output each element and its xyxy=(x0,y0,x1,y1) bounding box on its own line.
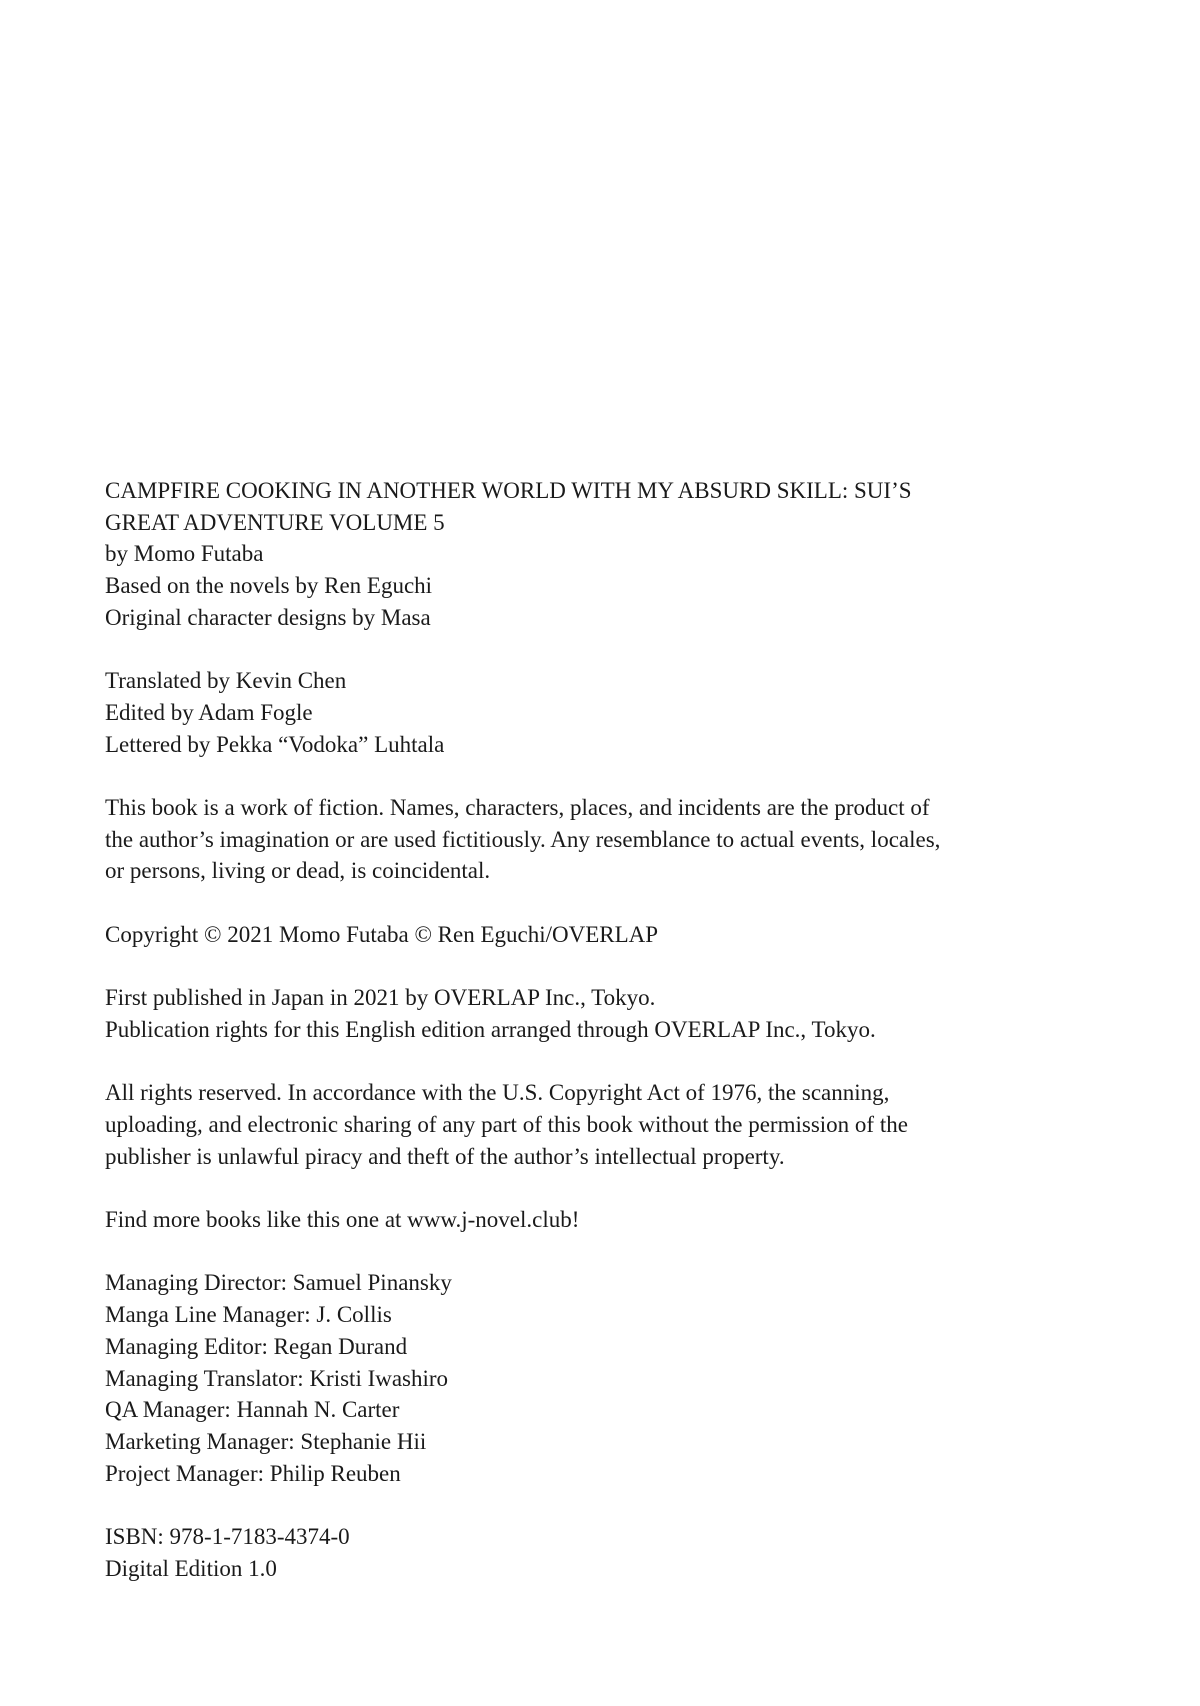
staff-credits xyxy=(105,1267,1120,1489)
text-line: Find more books like this one at www.j-novel.club! xyxy=(105,1207,580,1233)
text-line: by Momo Futaba xyxy=(105,541,264,567)
text-line: CAMPFIRE COOKING IN ANOTHER WORLD WITH MY ABSURD SKILL: SUI’S xyxy=(105,478,912,503)
text-line: uploading, and electronic sharing of any part of this book without the permission of the xyxy=(105,1111,908,1137)
text-line: Project Manager: Philip Reuben xyxy=(105,1460,401,1486)
find-more-books xyxy=(105,1204,1120,1236)
text-line: This book is a work of fiction. Names, characters, places, and incidents are the product of xyxy=(105,795,930,820)
text-line: QA Manager: Hannah N. Carter xyxy=(105,1397,400,1423)
text-line: Publication rights for this English edition arranged through OVERLAP Inc., Tokyo. xyxy=(105,1016,876,1042)
publication-info xyxy=(105,982,1120,1045)
text-line: publisher is unlawful piracy and theft of the author’s intellectual property. xyxy=(105,1143,785,1169)
text-line: or persons, living or dead, is coincidental. xyxy=(105,858,491,884)
text-line: Managing Translator: Kristi Iwashiro xyxy=(105,1365,449,1391)
text-line: Lettered by Pekka “Vodoka” Luhtala xyxy=(105,731,445,757)
text-line: First published in Japan in 2021 by OVERLAP Inc., Tokyo. xyxy=(105,985,656,1011)
text-line: Managing Director: Samuel Pinansky xyxy=(105,1270,452,1296)
title-block xyxy=(105,475,1120,634)
text-line: Translated by Kevin Chen xyxy=(105,668,347,694)
text-line: ISBN: 978-1-7183-4374-0 xyxy=(105,1524,350,1550)
text-line: Based on the novels by Ren Eguchi xyxy=(105,573,433,599)
localization-credits xyxy=(105,665,1120,760)
rights-notice xyxy=(105,1077,1120,1172)
text-line: Original character designs by Masa xyxy=(105,604,431,630)
text-line: All rights reserved. In accordance with the U.S. Copyright Act of 1976, the scanning, xyxy=(105,1080,890,1106)
text-line: Digital Edition 1.0 xyxy=(105,1555,277,1581)
text-line: Marketing Manager: Stephanie Hii xyxy=(105,1428,427,1454)
text-line: Manga Line Manager: J. Collis xyxy=(105,1302,392,1328)
text-line: Managing Editor: Regan Durand xyxy=(105,1333,408,1359)
text-line: the author’s imagination or are used fictitiously. Any resemblance to actual events, locales, xyxy=(105,826,941,852)
text-line: Edited by Adam Fogle xyxy=(105,699,313,725)
colophon-text xyxy=(105,475,1120,1616)
copyright-line xyxy=(105,919,1120,951)
edition-info xyxy=(105,1521,1120,1584)
text-line: Copyright © 2021 Momo Futaba © Ren Eguchi/OVERLAP xyxy=(105,921,659,947)
fiction-disclaimer xyxy=(105,792,1120,887)
text-line: GREAT ADVENTURE VOLUME 5 xyxy=(105,509,445,535)
